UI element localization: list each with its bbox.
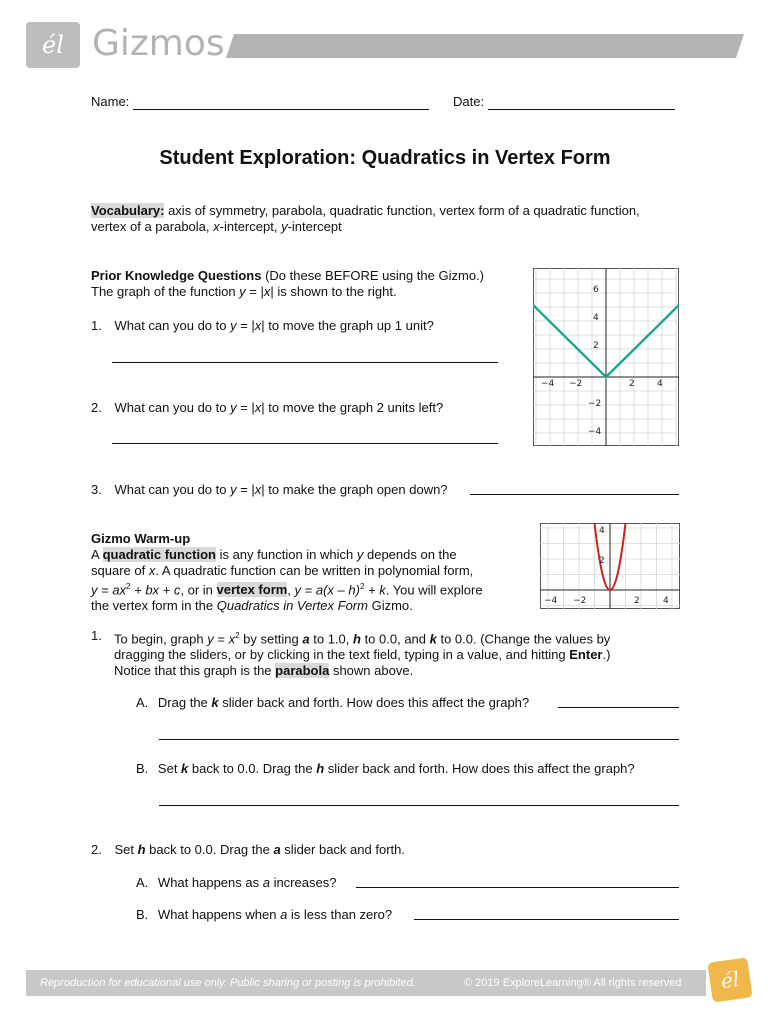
vocab-text: -intercept [287, 219, 342, 234]
question-text: to move the graph up 1 unit? [268, 318, 434, 333]
question-text: shown above. [329, 663, 414, 679]
question-text: What can you do to [114, 482, 231, 497]
term-vertex-form: vertex form [216, 582, 288, 598]
header-bar [226, 34, 744, 58]
vertex-form: y = a(x – h) [294, 582, 360, 598]
answer-line-q3[interactable] [470, 494, 679, 495]
vocab-text: vertex of a parabola, [91, 219, 214, 234]
question-text: to 0.0, and [360, 631, 430, 647]
page-title: Student Exploration: Quadratics in Vertex Form [159, 147, 611, 169]
gizmo-name: Quadratics in Vertex Form [216, 598, 368, 614]
subquestion-label: B. [136, 907, 149, 922]
var-x: x [254, 400, 262, 415]
vocab-label: Vocabulary: [91, 203, 165, 218]
var-k: k [211, 695, 219, 710]
question-1b [136, 761, 635, 777]
warmup-text: A [91, 547, 103, 562]
enter-key: Enter [569, 647, 603, 663]
var-x: x [228, 631, 236, 647]
warmup-text: Gizmo. [367, 598, 413, 614]
x-tick-label: 4 [663, 596, 669, 606]
footer-disclaimer: Reproduction for educational use only. Public sharing or posting is prohibited. [40, 977, 416, 989]
polynomial-form: + bx + c [130, 582, 181, 598]
var-x: x [254, 482, 262, 497]
y-tick-label: −4 [588, 427, 602, 437]
x-tick-label: 2 [634, 596, 640, 606]
graph-abs-x [533, 268, 679, 446]
x-tick-label: 2 [629, 379, 635, 389]
warmup-text: , or in [180, 582, 217, 598]
vocab-x: x [213, 219, 220, 234]
y-tick-label: 6 [593, 285, 599, 295]
vocab-line1: axis of symmetry, parabola, quadratic function, vertex form of a quadratic function, [168, 203, 640, 218]
question-text: to 0.0. (Change the values by [436, 631, 611, 647]
answer-line-1a[interactable] [159, 739, 679, 740]
question-number: 1. [91, 628, 102, 643]
answer-line-2a[interactable] [356, 887, 679, 888]
var-h: h [316, 761, 325, 776]
x-tick-label: 4 [657, 379, 663, 389]
x-tick-label: −4 [541, 379, 555, 389]
question-text: What happens as [157, 875, 263, 890]
y-tick-label: 4 [593, 313, 599, 323]
var-x: x [254, 318, 262, 333]
question-text: dragging the sliders, or by clicking in the text field, typing in a value, and hitting [114, 647, 570, 663]
brand-name: Gizmos [92, 23, 225, 64]
warmup-section [91, 531, 521, 614]
name-field[interactable] [91, 94, 429, 110]
date-label: Date: [453, 94, 485, 109]
question-number: 2. [91, 400, 102, 415]
warmup-text: . You will explore [385, 582, 483, 598]
question-text: What happens when [157, 907, 281, 922]
question-text: slider back and forth. [280, 842, 405, 857]
warmup-text: depends on the [363, 547, 457, 562]
question-text: to move the graph 2 units left? [268, 400, 444, 415]
prior-text: The graph of the function [91, 284, 240, 299]
var-a: a [273, 842, 281, 857]
question-2a [136, 875, 336, 891]
var-y: y [239, 284, 246, 299]
x-tick-label: −2 [569, 379, 583, 389]
question-number: 2. [91, 842, 102, 857]
date-line[interactable] [488, 95, 675, 110]
var-y: y [356, 547, 364, 562]
footer-copyright: © 2019 ExploreLearning® All rights reserved [464, 977, 682, 989]
answer-line-1a-short[interactable] [558, 707, 679, 708]
question-text: | [261, 400, 269, 415]
warmup-text: , [287, 582, 295, 598]
vocabulary [91, 203, 691, 235]
x-tick-label: −2 [573, 596, 587, 606]
name-label: Name: [91, 94, 130, 109]
gizmos-logo-icon: él [26, 22, 80, 68]
warmup-text: is any function in which [215, 547, 357, 562]
question-number: 3. [91, 482, 102, 497]
prior-heading: Prior Knowledge Questions [91, 268, 262, 283]
question-text: = [213, 631, 229, 647]
var-y: y [230, 400, 237, 415]
question-text: slider back and forth. How does this affect the graph? [218, 695, 530, 710]
answer-line-q1[interactable] [112, 362, 498, 363]
question-text: .) [602, 647, 611, 663]
term-quadratic-function: quadratic function [102, 547, 216, 562]
question-text: is less than zero? [287, 907, 393, 922]
term-parabola: parabola [275, 663, 330, 679]
x-tick-label: −4 [544, 596, 558, 606]
y-tick-label: −2 [588, 399, 602, 409]
var-y: y [230, 482, 237, 497]
prior-knowledge [91, 268, 521, 300]
subquestion-label: A. [136, 695, 149, 710]
var-k: k [429, 631, 437, 647]
var-h: h [353, 631, 361, 647]
question-text: = | [236, 482, 255, 497]
question-text: slider back and forth. How does this affect the graph? [324, 761, 635, 776]
var-a: a [280, 907, 288, 922]
exponent: 2 [359, 582, 365, 591]
var-a: a [262, 875, 270, 890]
y-tick-label: 2 [593, 341, 599, 351]
graph-parabola [540, 523, 680, 609]
y-tick-label: 4 [599, 526, 605, 536]
question-text: | [261, 482, 269, 497]
question-text: back to 0.0. Drag the [145, 842, 274, 857]
vertex-form: + k [364, 582, 386, 598]
question-text: Set [157, 761, 182, 776]
question-2 [91, 842, 405, 858]
question-text: back to 0.0. Drag the [188, 761, 317, 776]
prior-note: (Do these BEFORE using the Gizmo.) [261, 268, 484, 283]
name-line[interactable] [133, 95, 429, 110]
var-a: a [302, 631, 310, 647]
var-h: h [137, 842, 146, 857]
subquestion-label: A. [136, 875, 149, 890]
question-text: What can you do to [114, 400, 231, 415]
question-text: to make the graph open down? [268, 482, 448, 497]
question-text: | [261, 318, 269, 333]
subquestion-label: B. [136, 761, 149, 776]
polynomial-form: y = ax [91, 582, 127, 598]
exponent: 2 [126, 582, 131, 591]
var-y: y [230, 318, 237, 333]
var-x: x [263, 284, 271, 299]
answer-line-q2[interactable] [112, 443, 498, 444]
prior-text: | is shown to the right. [270, 284, 397, 299]
warmup-heading: Gizmo Warm-up [91, 531, 191, 546]
question-text: Notice that this graph is the [114, 663, 276, 679]
explorelearning-logo-icon: él [707, 957, 752, 1002]
vocab-y: y [281, 219, 288, 234]
y-tick-label: 2 [599, 556, 605, 566]
question-1a [136, 695, 529, 711]
prior-question-2 [91, 400, 443, 416]
prior-question-1 [91, 318, 434, 334]
var-k: k [181, 761, 189, 776]
prior-text: = | [245, 284, 264, 299]
answer-line-2b[interactable] [414, 919, 679, 920]
question-text: to 1.0, [309, 631, 353, 647]
warmup-text: the vertex form in the [91, 598, 217, 614]
prior-question-3 [91, 482, 448, 498]
question-text: = | [236, 400, 255, 415]
question-text: Drag the [157, 695, 212, 710]
warmup-text: square of [91, 563, 149, 578]
warmup-text: . A quadratic function can be written in polynomial form, [155, 563, 474, 578]
question-text: Set [114, 842, 138, 857]
date-field[interactable] [453, 94, 675, 110]
question-number: 1. [91, 318, 102, 333]
question-text: What can you do to [114, 318, 231, 333]
question-text: To begin, graph [114, 631, 208, 647]
exponent: 2 [235, 631, 240, 640]
question-text: by setting [239, 631, 303, 647]
question-text: increases? [269, 875, 337, 890]
var-x: x [148, 563, 156, 578]
question-2b [136, 907, 392, 923]
question-text: = | [236, 318, 255, 333]
answer-line-1b[interactable] [159, 805, 679, 806]
vocab-text: -intercept, [219, 219, 282, 234]
var-y: y [207, 631, 214, 647]
